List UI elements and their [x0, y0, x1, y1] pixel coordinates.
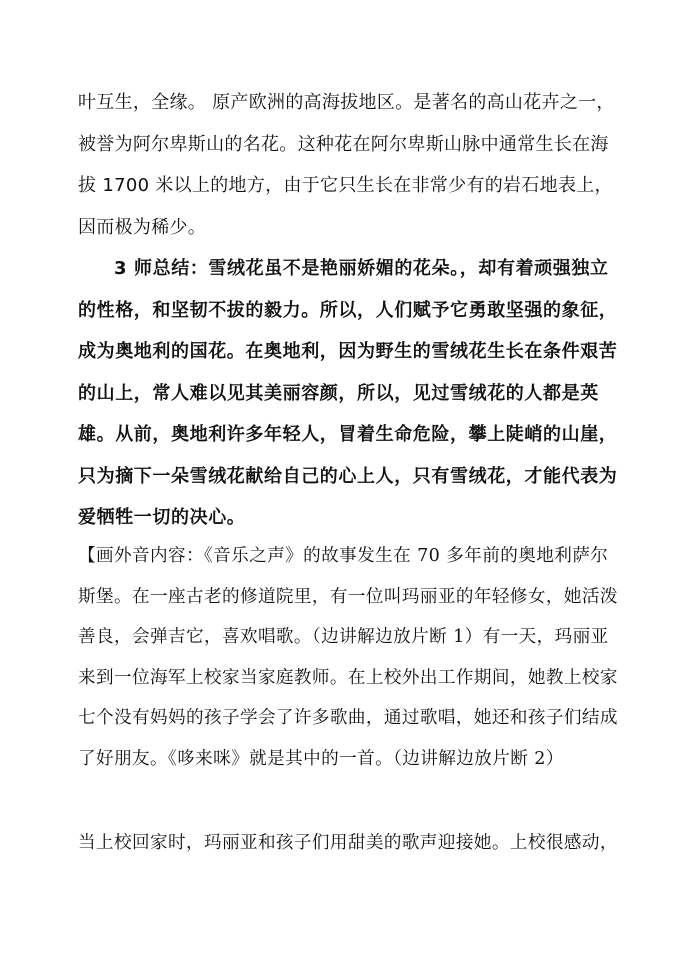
- paragraph-teacher-summary: 3 师总结：雪绒花虽不是艳丽娇媚的花朵。，却有着顽强独立的性格，和坚韧不拔的毅力。所以，人们赋予它勇敢坚强的象征，成为奥地利的国花。在奥地利，因为野生的雪绒花生长在条件艰苦的山上，常人难以见其美丽容颜，所以，见过雪绒花的人都是英雄。从前，奥地利许多年轻人，冒着生命危险，攀上陡峭的山崖，只为摘下一朵雪绒花献给自己的心上人，只有雪绒花，才能代表为爱牺牲一切的决心。: [78, 258, 618, 528]
- paragraph-edelweiss-description: 叶互生，全缘。 原产欧洲的高海拔地区。是著名的高山花卉之一，被誉为阿尔卑斯山的名花。这种花在阿尔卑斯山脉中通常生长在海拔 1700 米以上的地方，由于它只生长在非常少有的岩石地表上，因而极为稀少。: [78, 92, 615, 238]
- paragraph-colonel-returns: 当上校回家时，玛丽亚和孩子们用甜美的歌声迎接她。上校很感动，: [78, 833, 618, 853]
- paragraph-voiceover-content: 【画外音内容：《音乐之声》的故事发生在 70 多年前的奥地利萨尔斯堡。在一座古老的修道院里，有一位叫玛丽亚的年轻修女，她活泼善良，会弹吉它，喜欢唱歌。（边讲解边放片断 1）有一天，玛丽亚来到一位海军上校家当家庭教师。在上校外出工作期间，她教上校家七个没有妈妈的孩子学会了许多歌曲，通过歌唱，她还和孩子们结成了好朋友。《哆来咪》就是其中的一首。（边讲解边放片断 2）: [78, 546, 618, 769]
